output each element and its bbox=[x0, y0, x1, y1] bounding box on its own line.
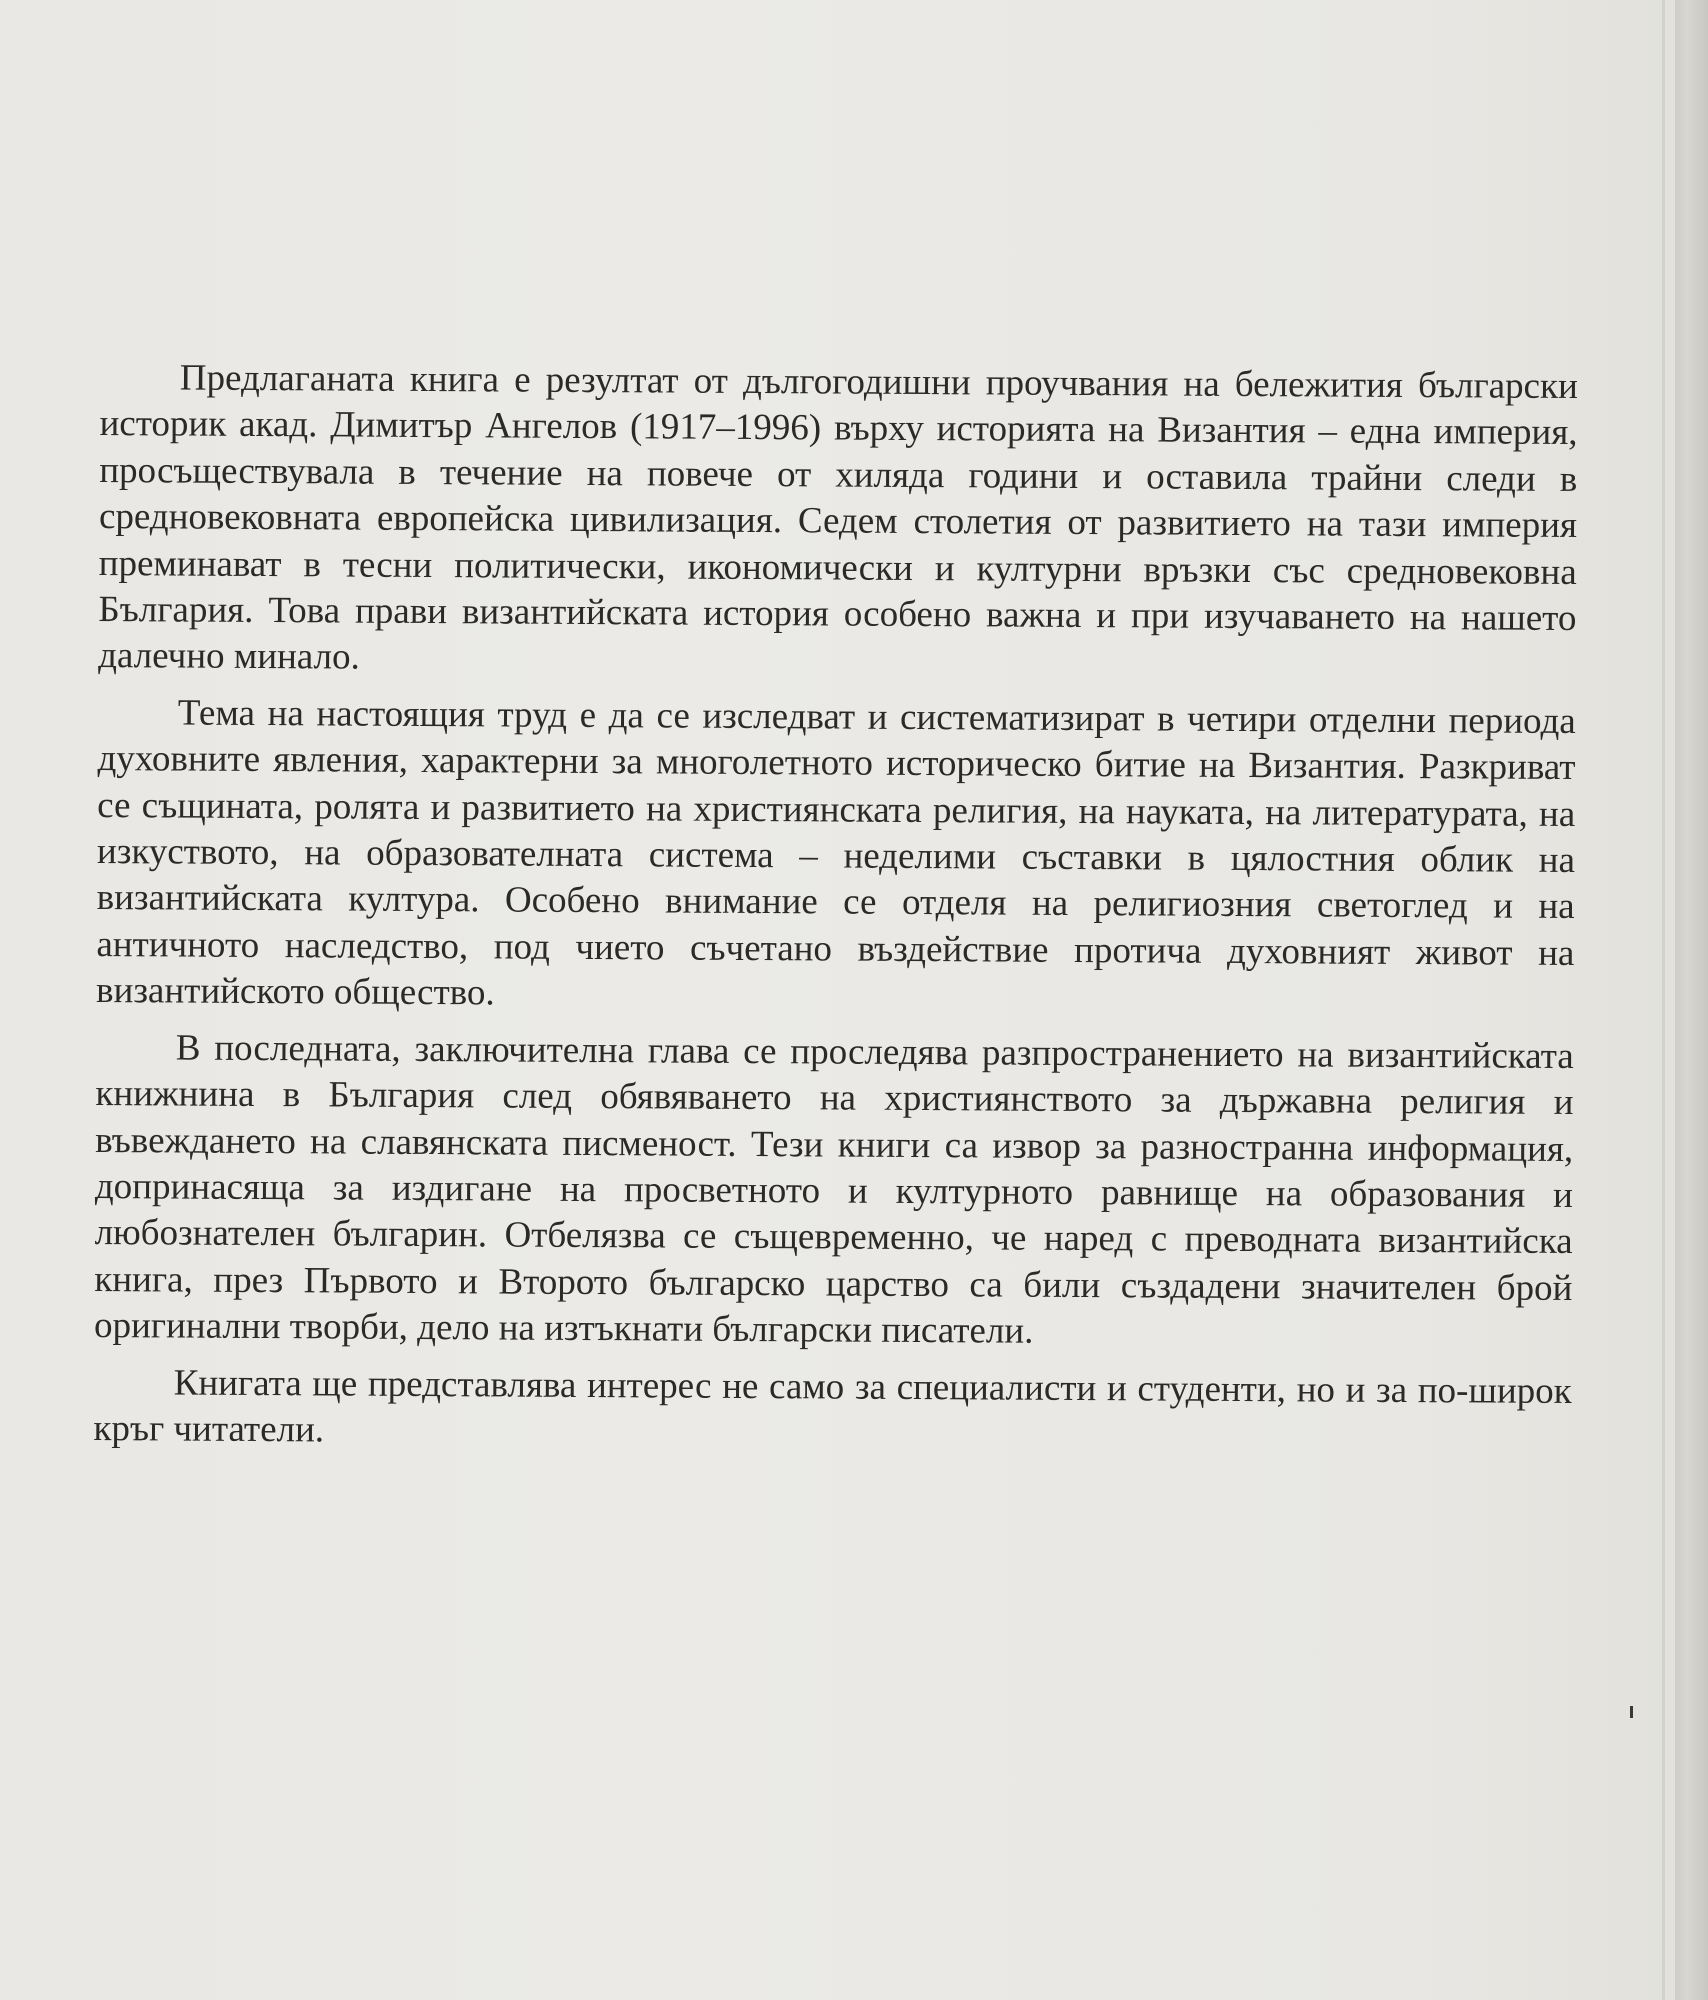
body-text bbox=[93, 355, 1578, 1471]
margin-mark bbox=[1630, 1706, 1633, 1718]
paragraph-1: Предлаганата книга е резултат от дългогодишни проучвания на бележития български историк акад. Димитър Ангелов (1917–1996) върху историята на Византия – една империя, просъществувала в течение на повече от хиляда години и оставила трайни следи в средновековната европейска цивилизация. Седем столетия от развитието на тази империя преминават в тесни политически, икономически и културни връзки със средновековна България. Това прави византийската история особено важна и при изучаването на нашето далечно минало. bbox=[98, 357, 1578, 679]
paragraph-2: Тема на настоящия труд е да се изследват и систематизират в четири отделни периода духовните явления, характерни за многолетното историческо битие на Византия. Разкриват се същината, ролята и развитието на християнската религия, на науката, на литературата, на изкуството, на образователната система – неделими съставки в цялостния облик на византийската култура. Особено внимание се отделя на религиозния светоглед и на античното наследство, под чието съчетано въздействие протича духовният живот на византийското общество. bbox=[95, 692, 1576, 1014]
paragraph-3: В последната, заключителна глава се проследява разпространението на византийската книжнина в България след обявяването на християнството за държавна религия и въвеждането на славянската писменост. Тези книги са извор за разностранна информация, допринасяща за издигане на просветното и културното равнище на образования и любознателен българин. Отбелязва се същевременно, че наред с преводната византийска книга, през Първото и Второто българско царство са били създадени значителен брой оригинални творби, дело на изтъкнати български писатели. bbox=[93, 1027, 1574, 1352]
paragraph-4: Книгата ще представлява интерес не само за специалисти и студенти, но и за по-широк кръг читатели. bbox=[93, 1362, 1572, 1451]
page-gutter-line bbox=[1662, 0, 1665, 2000]
page-edge bbox=[1675, 0, 1708, 2000]
